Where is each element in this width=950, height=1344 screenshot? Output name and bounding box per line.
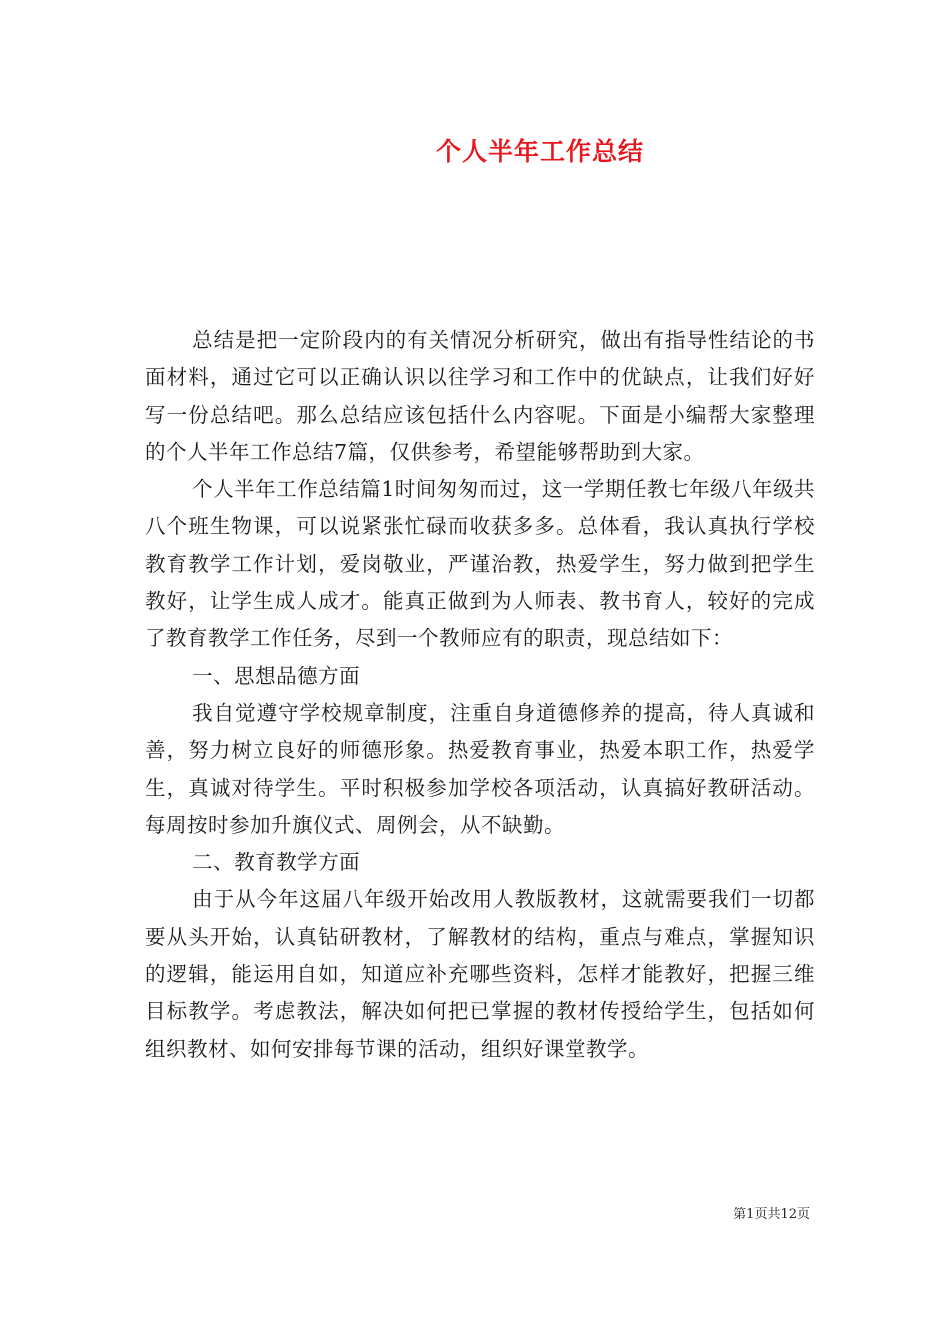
body-paragraph: 由于从今年这届八年级开始改用人教版教材，这就需要我们一切都要从头开始，认真钻研教材，了解教材的结构，重点与难点，掌握知识的逻辑，能运用自如，知道应补充哪些资料，怎样才能教好，把握三维目标教学。考虑教法，解决如何把已掌握的教材传授给学生，包括如何组织教材、如何安排每节课的活动，组织好课堂教学。 [145, 887, 815, 1061]
page-title: 个人半年工作总结 [435, 137, 644, 166]
document-body [145, 322, 815, 1068]
page-number-footer: 第1页共12页 [733, 1207, 810, 1222]
body-paragraph: 个人半年工作总结篇1时间匆匆而过，这一学期任教七年级八年级共八个班生物课，可以说紧张忙碌而收获多多。总体看，我认真执行学校教育教学工作计划，爱岗敬业，严谨治教，热爱学生，努力做到把学生教好，让学生成人成才。能真正做到为人师表、教书育人，较好的完成了教育教学工作任务，尽到一个教师应有的职责，现总结如下： [145, 477, 815, 651]
section-heading-teaching: 二、教育教学方面 [192, 850, 361, 875]
section-heading-morality: 一、思想品德方面 [192, 663, 361, 688]
body-paragraph: 我自觉遵守学校规章制度，注重自身道德修养的提高，待人真诚和善，努力树立良好的师德形象。热爱教育事业，热爱本职工作，热爱学生，真诚对待学生。平时积极参加学校各项活动，认真搞好教研活动。每周按时参加升旗仪式、周例会，从不缺勤。 [145, 700, 815, 837]
intro-paragraph: 总结是把一定阶段内的有关情况分析研究，做出有指导性结论的书面材料，通过它可以正确认识以往学习和工作中的优缺点，让我们好好写一份总结吧。那么总结应该包括什么内容呢。下面是小编帮大家整理的个人半年工作总结7篇，仅供参考，希望能够帮助到大家。 [145, 328, 815, 464]
